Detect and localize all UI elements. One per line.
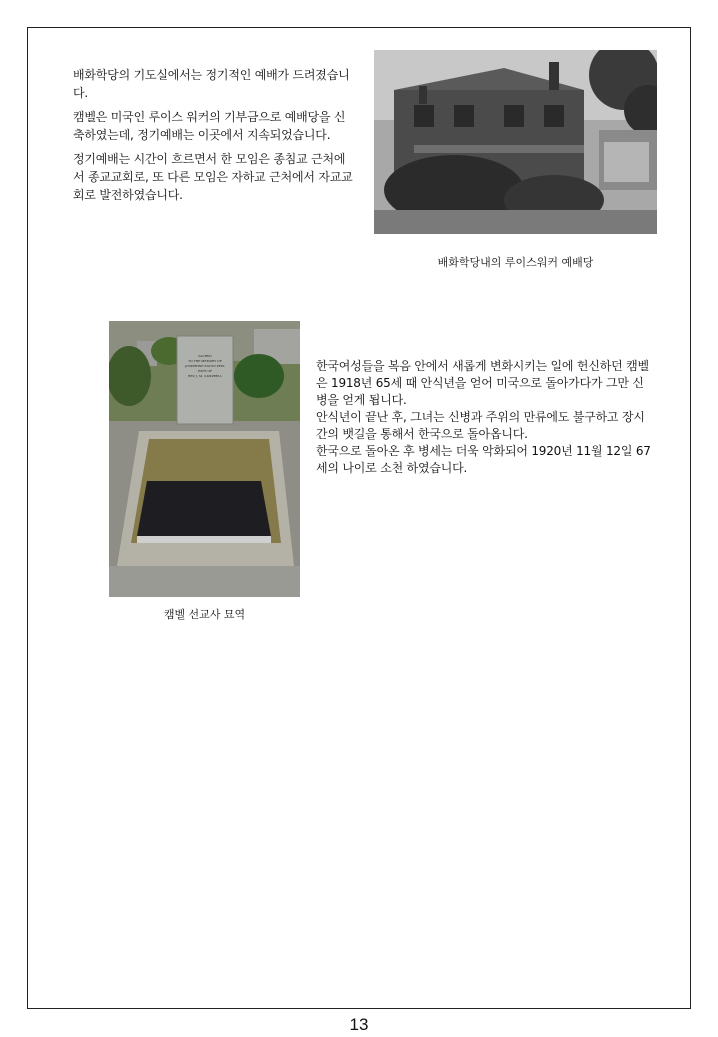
headstone-inscription — [179, 354, 231, 379]
paragraph: 한국여성들을 복음 안에서 새롭게 변화시키는 일에 헌신하던 캠벨은 1918년 65세 때 안식년을 얻어 미국으로 돌아가다가 그만 신병을 얻게 됩니다. — [316, 359, 649, 407]
inscription-line: JOSEPHINE EATON PEEL — [184, 364, 226, 368]
paragraph: 배화학당의 기도실에서는 정기적인 예배가 드려졌습니다. — [73, 68, 350, 100]
paragraph: 한국으로 돌아온 후 병세는 더욱 악화되어 1920년 11월 12일 67세의 나이로 소천 하였습니다. — [316, 444, 651, 475]
paragraph: 캠벨은 미국인 루이스 워커의 기부금으로 예배당을 신축하였는데, 정기예배는 이곳에서 지속되었습니다. — [73, 110, 346, 142]
page-number: 13 — [349, 1015, 369, 1034]
chapel-photo — [374, 50, 657, 234]
chapel-photo-caption: 배화학당내의 루이스워커 예배당 — [437, 256, 594, 269]
inscription-line: WIFE OF — [197, 369, 213, 373]
biography-text — [316, 358, 654, 477]
paragraph: 정기예배는 시간이 흐르면서 한 모임은 종침교 근처에서 종교교회로, 또 다른 모임은 자하교 근처에서 자교교회로 발전하였습니다. — [73, 152, 353, 202]
grave-photo — [109, 321, 300, 597]
inscription-line: REV. J. M. CAMPBELL — [188, 374, 222, 378]
inscription-line: TO THE MEMORY OF — [188, 359, 222, 363]
inscription-line: SACRED — [198, 354, 212, 358]
grave-photo-caption: 캠벨 선교사 묘역 — [163, 608, 246, 621]
intro-text — [73, 66, 355, 210]
paragraph: 안식년이 끝난 후, 그녀는 신병과 주위의 만류에도 불구하고 장시간의 뱃길을 통해서 한국으로 돌아옵니다. — [316, 410, 645, 441]
